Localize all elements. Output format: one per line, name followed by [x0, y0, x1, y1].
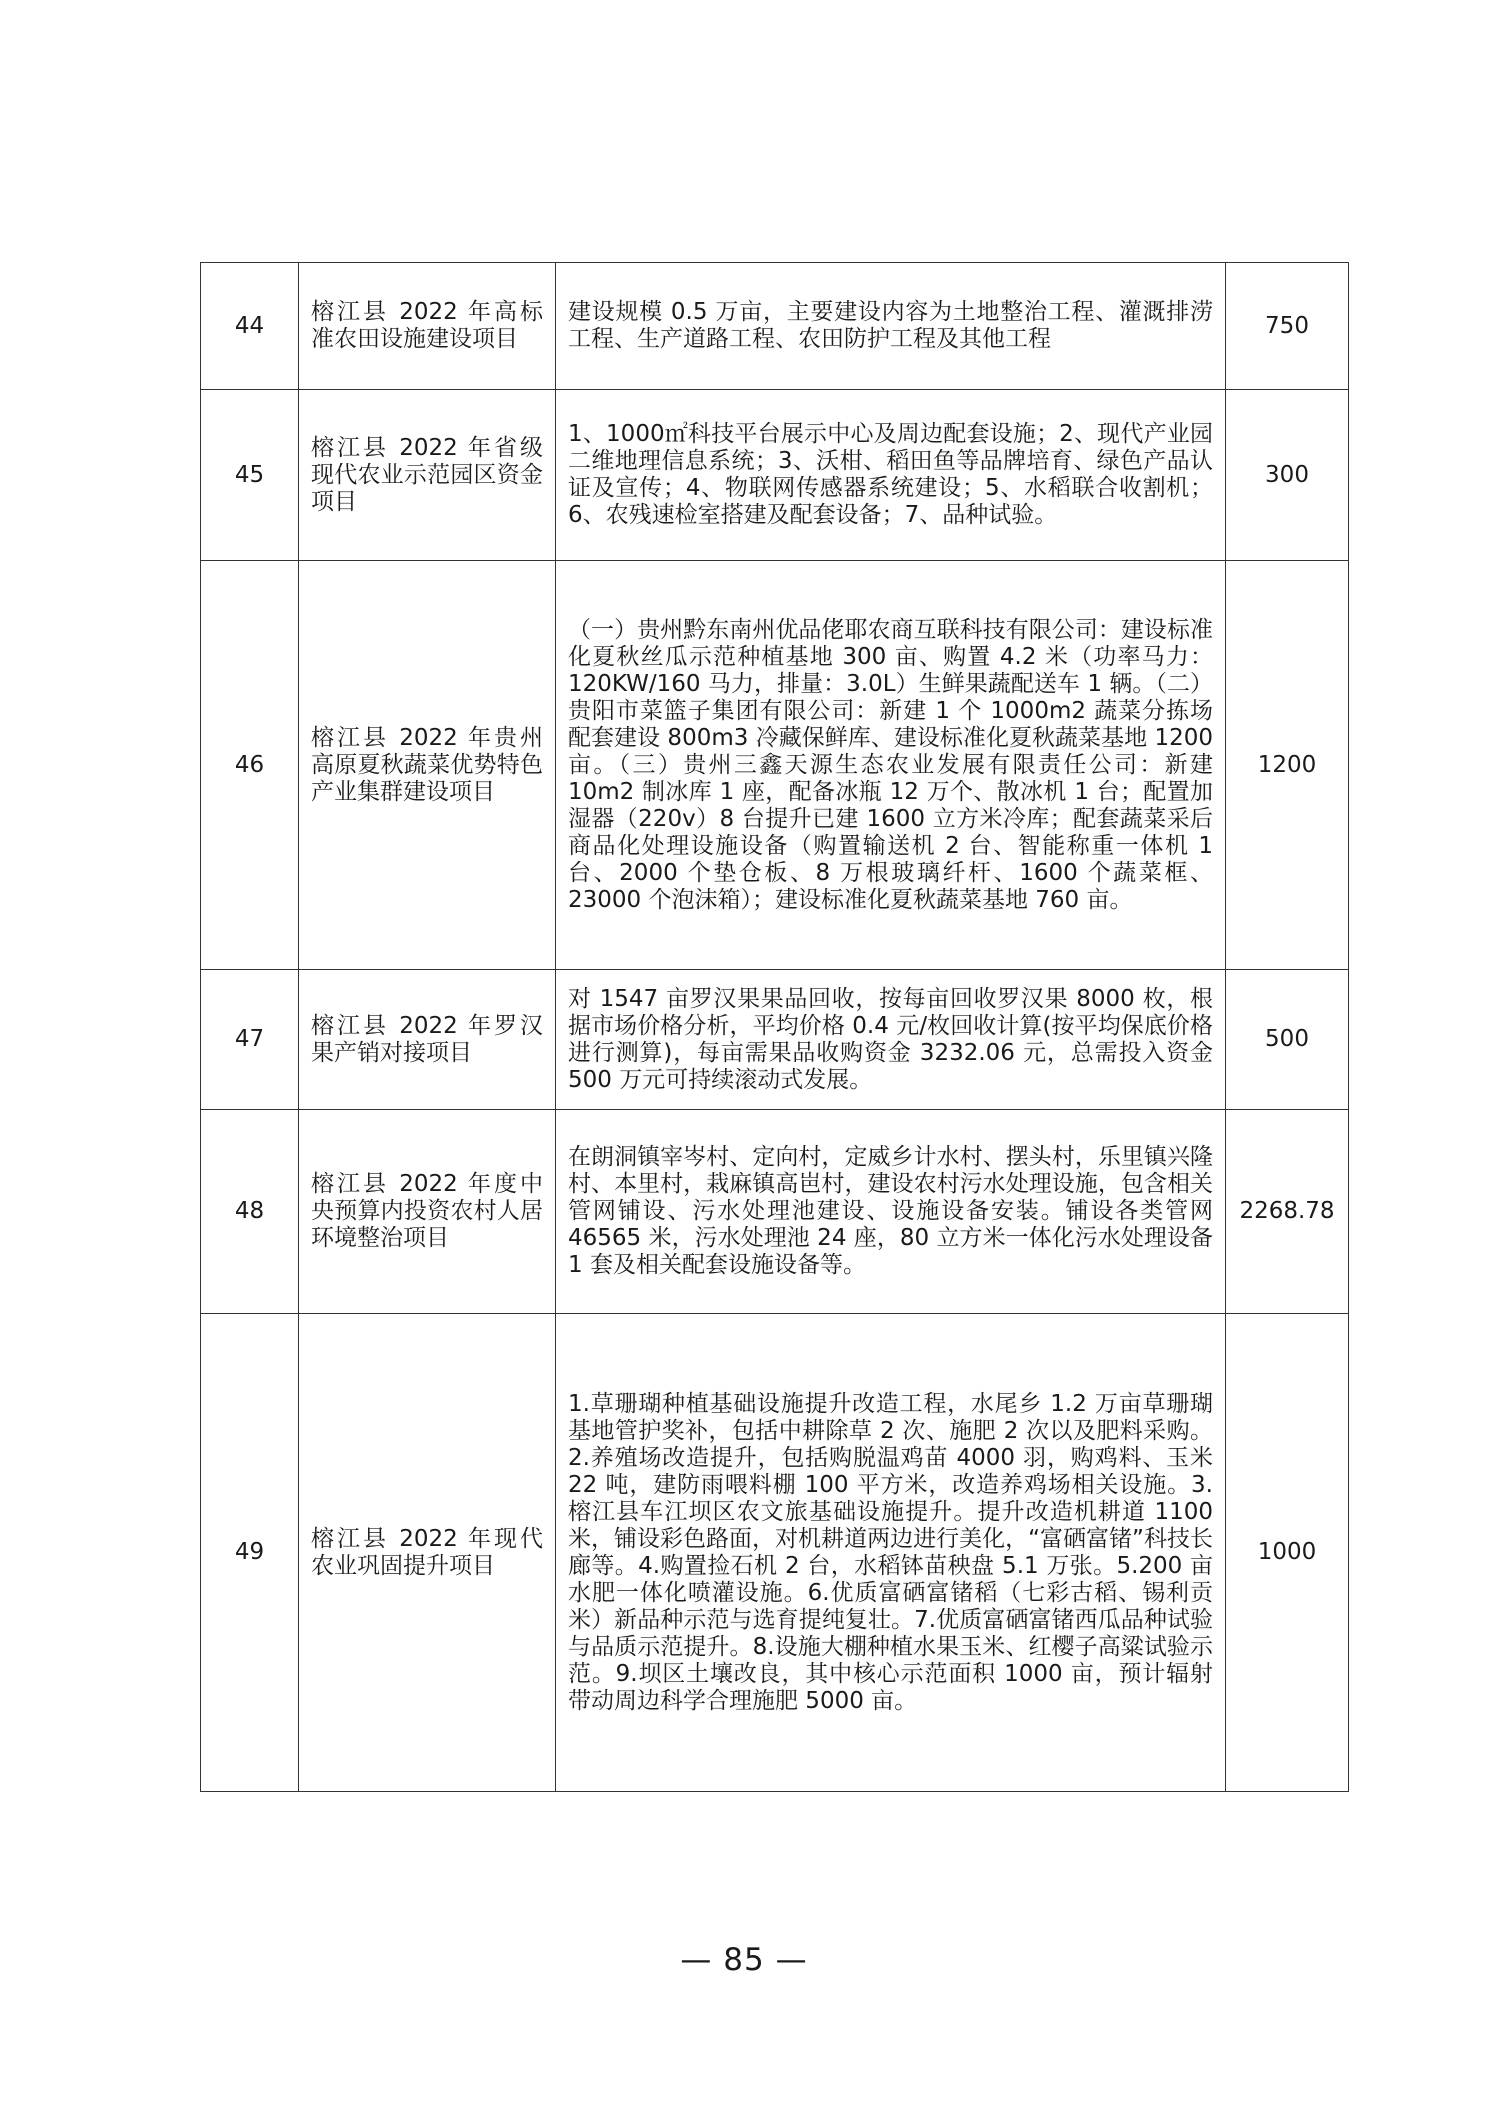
row-number: 44 — [201, 263, 299, 390]
page-number: — 85 — — [680, 1942, 808, 1978]
project-name: 榕江县 2022 年高标准农田设施建设项目 — [299, 263, 556, 390]
project-name: 榕江县 2022 年度中央预算内投资农村人居环境整治项目 — [299, 1110, 556, 1314]
project-name: 榕江县 2022 年现代农业巩固提升项目 — [299, 1314, 556, 1792]
project-content: 1.草珊瑚种植基础设施提升改造工程，水尾乡 1.2 万亩草珊瑚基地管护奖补，包括中耕除草 2 次、施肥 2 次以及肥料采购。2.养殖场改造提升，包括购脱温鸡苗 4000 羽，购鸡料、玉米 22 吨，建防雨喂料棚 100 平方米，改造养鸡场相关设施。3.榕江县车江坝区农文旅基础设施提升。提升改造机耕道 1100 米，铺设彩色路面，对机耕道两边进行美化，“富硒富锗”科技长廊等。4.购置捡石机 2 台，水稻钵苗秧盘 5.1 万张。5.200 亩水肥一体化喷灌设施。6.优质富硒富锗稻（七彩古稻、锡利贡米）新品种示范与选育提纯复壮。7.优质富硒富锗西瓜品种试验与品质示范提升。8.设施大棚种植水果玉米、红樱子高粱试验示范。9.坝区土壤改良，其中核心示范面积 1000 亩，预计辐射带动周边科学合理施肥 5000 亩。 — [556, 1314, 1226, 1792]
project-amount: 750 — [1226, 263, 1349, 390]
project-amount: 2268.78 — [1226, 1110, 1349, 1314]
project-amount: 500 — [1226, 970, 1349, 1110]
table-row — [201, 1314, 1349, 1792]
project-content: 对 1547 亩罗汉果果品回收，按每亩回收罗汉果 8000 枚，根据市场价格分析，平均价格 0.4 元/枚回收计算(按平均保底价格进行测算)，每亩需果品收购资金 3232.06 元，总需投入资金 500 万元可持续滚动式发展。 — [556, 970, 1226, 1110]
project-amount: 1000 — [1226, 1314, 1349, 1792]
project-content: （一）贵州黔东南州优品佬耶农商互联科技有限公司：建设标准化夏秋丝瓜示范种植基地 300 亩、购置 4.2 米（功率马力：120KW/160 马力，排量：3.0L）生鲜果蔬配送车 1 辆。（二）贵阳市菜篮子集团有限公司：新建 1 个 1000m2 蔬菜分拣场配套建设 800m3 冷藏保鲜库、建设标准化夏秋蔬菜基地 1200 亩。（三）贵州三鑫天源生态农业发展有限责任公司：新建 10m2 制冰库 1 座，配备冰瓶 12 万个、散冰机 1 台；配置加湿器（220v）8 台提升已建 1600 立方米冷库；配套蔬菜采后商品化处理设施设备（购置输送机 2 台、智能称重一体机 1 台、2000 个垫仓板、8 万根玻璃纤杆、1600 个蔬菜框、23000 个泡沫箱）；建设标准化夏秋蔬菜基地 760 亩。 — [556, 561, 1226, 970]
table-row — [201, 561, 1349, 970]
row-number: 48 — [201, 1110, 299, 1314]
table-row — [201, 390, 1349, 561]
project-table — [200, 262, 1349, 1792]
project-content: 建设规模 0.5 万亩，主要建设内容为土地整治工程、灌溉排涝工程、生产道路工程、农田防护工程及其他工程 — [556, 263, 1226, 390]
row-number: 47 — [201, 970, 299, 1110]
table-row — [201, 1110, 1349, 1314]
project-name: 榕江县 2022 年罗汉果产销对接项目 — [299, 970, 556, 1110]
project-content: 在朗洞镇宰岑村、定向村，定威乡计水村、摆头村，乐里镇兴隆村、本里村，栽麻镇高岜村，建设农村污水处理设施，包含相关管网铺设、污水处理池建设、设施设备安装。铺设各类管网 46565 米，污水处理池 24 座，80 立方米一体化污水处理设备 1 套及相关配套设施设备等。 — [556, 1110, 1226, 1314]
project-content: 1、1000㎡科技平台展示中心及周边配套设施；2、现代产业园二维地理信息系统；3、沃柑、稻田鱼等品牌培育、绿色产品认证及宣传；4、物联网传感器系统建设；5、水稻联合收割机；6、农残速检室搭建及配套设备；7、品种试验。 — [556, 390, 1226, 561]
row-number: 49 — [201, 1314, 299, 1792]
project-amount: 1200 — [1226, 561, 1349, 970]
table-row — [201, 263, 1349, 390]
project-amount: 300 — [1226, 390, 1349, 561]
row-number: 45 — [201, 390, 299, 561]
project-name: 榕江县 2022 年贵州高原夏秋蔬菜优势特色产业集群建设项目 — [299, 561, 556, 970]
row-number: 46 — [201, 561, 299, 970]
project-name: 榕江县 2022 年省级现代农业示范园区资金项目 — [299, 390, 556, 561]
table-row — [201, 970, 1349, 1110]
